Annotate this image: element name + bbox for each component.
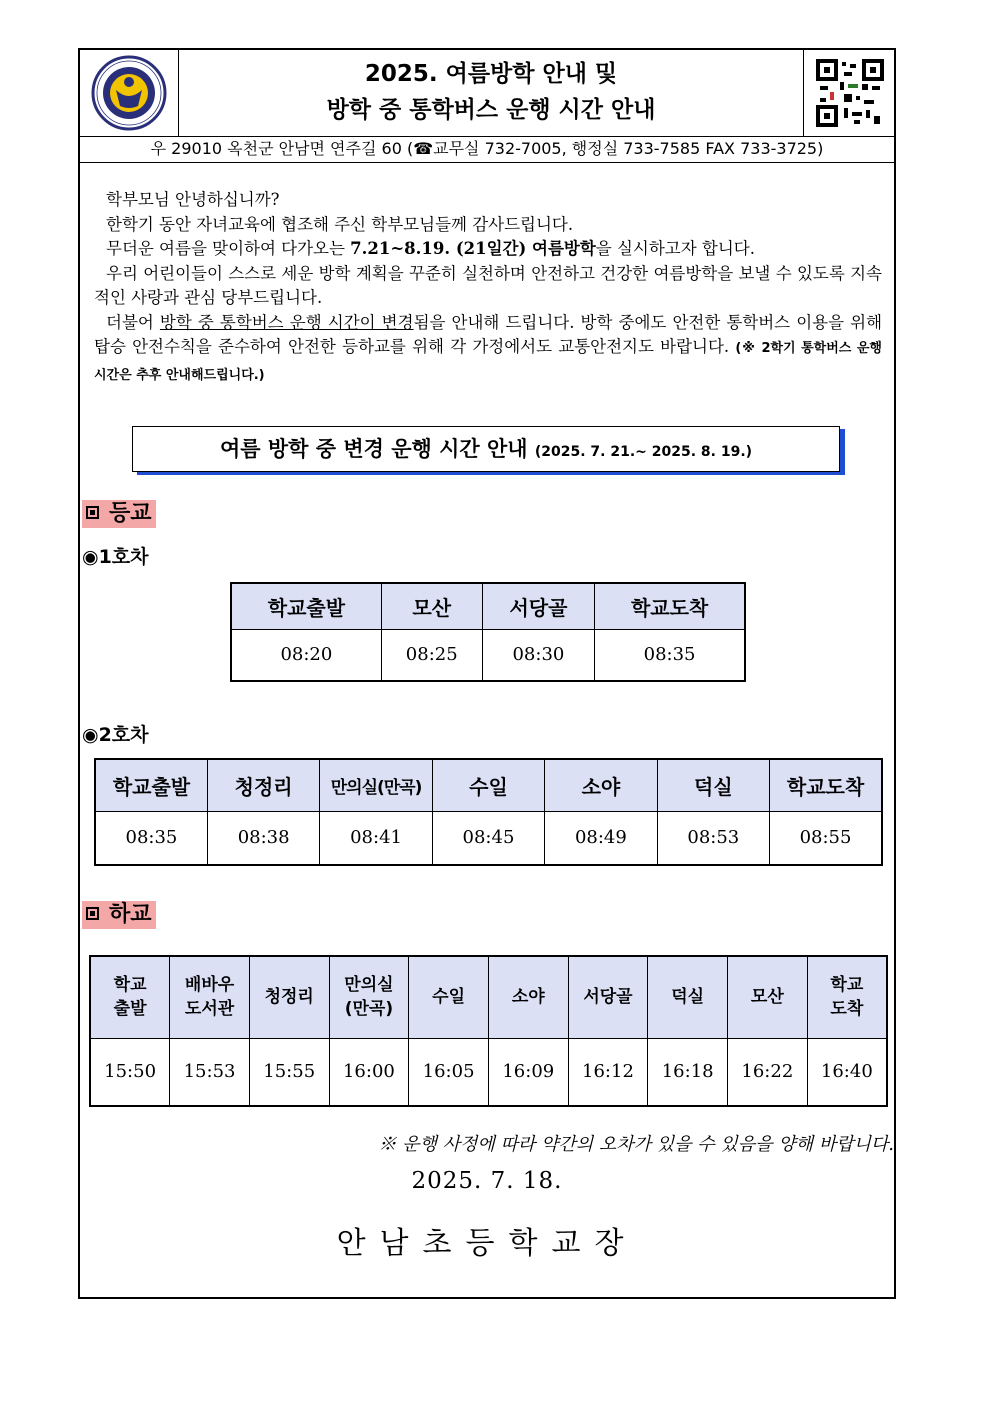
stop-line: 학교 <box>113 975 147 996</box>
vacation-text-2: 을 실시하고자 합니다. <box>595 239 755 258</box>
time-cell: 15:55 <box>249 1038 329 1106</box>
stop-cell: 학교출발 <box>95 759 207 811</box>
stop-cell: 소야 <box>545 759 657 811</box>
time-cell: 08:20 <box>231 629 381 681</box>
afternoon-heading-text: 하교 <box>109 902 152 927</box>
stop-line: 도착 <box>830 999 864 1020</box>
stop-cell: 서당골 <box>482 583 595 629</box>
school-address: 우 29010 옥천군 안남면 연주길 60 (☎교무실 732-7005, 행정실 733-7585 FAX 733-3725) <box>80 136 894 163</box>
stop-line: 청정리 <box>264 987 314 1008</box>
intro-text <box>94 188 882 388</box>
school-emblem-icon <box>80 50 178 136</box>
stop-cell: 학교도착 <box>595 583 745 629</box>
notice-period: (2025. 7. 21.~ 2025. 8. 19.) <box>534 444 753 460</box>
bus1-stops-row <box>231 583 745 629</box>
stop-cell <box>728 956 808 1038</box>
stop-line: 수일 <box>432 987 466 1008</box>
stop-line: 만의실 <box>344 975 394 996</box>
time-cell: 16:40 <box>807 1038 887 1106</box>
time-cell: 08:38 <box>207 811 319 865</box>
time-cell: 16:22 <box>728 1038 808 1106</box>
vacation-paragraph <box>94 237 882 262</box>
time-cell: 08:53 <box>657 811 769 865</box>
stop-cell: 수일 <box>432 759 544 811</box>
second-term-note: (※ 2학기 통학버스 운행 시간은 추후 안내해드립니다.) <box>94 341 882 383</box>
bus2-times-row <box>95 811 882 865</box>
time-cell: 08:35 <box>595 629 745 681</box>
stop-cell <box>807 956 887 1038</box>
bus-text-2: 됨을 안내해 드립니다. 방학 중에도 안전한 통학버스 이용을 위해 탑승 안전수칙을 준수하여 안전한 등하교를 위해 각 가정에서도 교통안전지도 바랍니다. <box>94 312 883 356</box>
notice-title: 여름 방학 중 변경 운행 시간 안내 <box>219 437 528 461</box>
document-frame <box>78 48 896 1299</box>
vacation-period: 7.21~8.19. (21일간) 여름방학 <box>350 239 596 258</box>
letter-header <box>80 50 894 137</box>
stop-line: 모산 <box>750 987 784 1008</box>
stop-cell <box>568 956 648 1038</box>
afternoon-stops-row <box>90 956 887 1038</box>
morning-section-heading <box>82 500 156 528</box>
time-cell: 08:41 <box>320 811 432 865</box>
stop-line: 서당골 <box>583 987 633 1008</box>
title-line-1: 2025. 여름방학 안내 및 <box>364 61 618 87</box>
time-cell: 08:45 <box>432 811 544 865</box>
title-line-2: 방학 중 통학버스 운행 시간 안내 <box>326 97 656 123</box>
stop-cell <box>170 956 250 1038</box>
thanks-paragraph: 한학기 동안 자녀교육에 협조해 주신 학부모님들께 감사드립니다. <box>106 214 574 234</box>
bus1-times-row <box>231 629 745 681</box>
stop-cell: 모산 <box>381 583 482 629</box>
stop-cell: 청정리 <box>207 759 319 811</box>
qr-code-icon <box>804 50 894 136</box>
stop-line: 덕실 <box>671 987 705 1008</box>
stop-line: 학교 <box>830 975 864 996</box>
stop-line: (만곡) <box>344 999 394 1020</box>
stop-line: 도서관 <box>184 999 235 1020</box>
afternoon-section-heading <box>82 901 156 929</box>
stop-cell: 덕실 <box>657 759 769 811</box>
bus2-table <box>94 758 883 866</box>
morning-heading-text: 등교 <box>109 501 152 526</box>
stop-cell <box>90 956 170 1038</box>
time-cell: 08:30 <box>482 629 595 681</box>
principal-signature: 안남초등학교장 <box>336 1226 638 1261</box>
stop-cell: 학교도착 <box>770 759 882 811</box>
care-paragraph: 우리 어린이들이 스스로 세운 방학 계획을 꾸준히 실천하며 안전하고 건강한 여름방학을 보낼 수 있도록 지속적인 사랑과 관심 당부드립니다. <box>94 263 882 307</box>
bus2-label: ◉2호차 <box>82 724 149 746</box>
stop-line: 소야 <box>511 987 545 1008</box>
stop-line: 출발 <box>113 999 147 1020</box>
qr-cell <box>803 50 894 136</box>
greeting: 학부모님 안녕하십니까? <box>106 190 280 209</box>
bus-change-text: 방학 중 통학버스 운행 시간이 변경 <box>159 312 414 332</box>
issue-date: 2025. 7. 18. <box>411 1168 563 1194</box>
stop-cell <box>329 956 409 1038</box>
bus1-label: ◉1호차 <box>82 546 149 568</box>
stop-cell <box>409 956 489 1038</box>
bus-text-1: 더불어 <box>106 312 160 332</box>
vacation-text-1: 무더운 여름을 맞이하여 다가오는 <box>106 239 351 258</box>
time-cell: 16:09 <box>488 1038 568 1106</box>
delay-footnote: ※ 운행 사정에 따라 약간의 오차가 있을 수 있음을 양해 바랍니다. <box>378 1134 894 1155</box>
time-cell: 08:55 <box>770 811 882 865</box>
time-cell: 08:25 <box>381 629 482 681</box>
time-cell: 15:50 <box>90 1038 170 1106</box>
time-cell: 15:53 <box>170 1038 250 1106</box>
stop-cell: 학교출발 <box>231 583 381 629</box>
stop-cell <box>488 956 568 1038</box>
stop-cell <box>249 956 329 1038</box>
stop-cell: 만의실(만곡) <box>320 759 432 811</box>
time-cell: 08:35 <box>95 811 207 865</box>
square-bullet-icon <box>86 506 99 519</box>
afternoon-times-row <box>90 1038 887 1106</box>
page-title <box>178 56 804 128</box>
afternoon-table <box>89 955 888 1107</box>
time-cell: 16:18 <box>648 1038 728 1106</box>
square-bullet-icon <box>86 907 99 920</box>
time-cell: 16:12 <box>568 1038 648 1106</box>
logo-cell <box>80 50 179 136</box>
time-cell: 16:05 <box>409 1038 489 1106</box>
bus-paragraph <box>94 311 882 389</box>
notice-box <box>132 426 840 472</box>
stop-line: 배바우 <box>184 975 235 996</box>
bus2-stops-row <box>95 759 882 811</box>
time-cell: 08:49 <box>545 811 657 865</box>
stop-cell <box>648 956 728 1038</box>
time-cell: 16:00 <box>329 1038 409 1106</box>
bus1-table <box>230 582 746 682</box>
